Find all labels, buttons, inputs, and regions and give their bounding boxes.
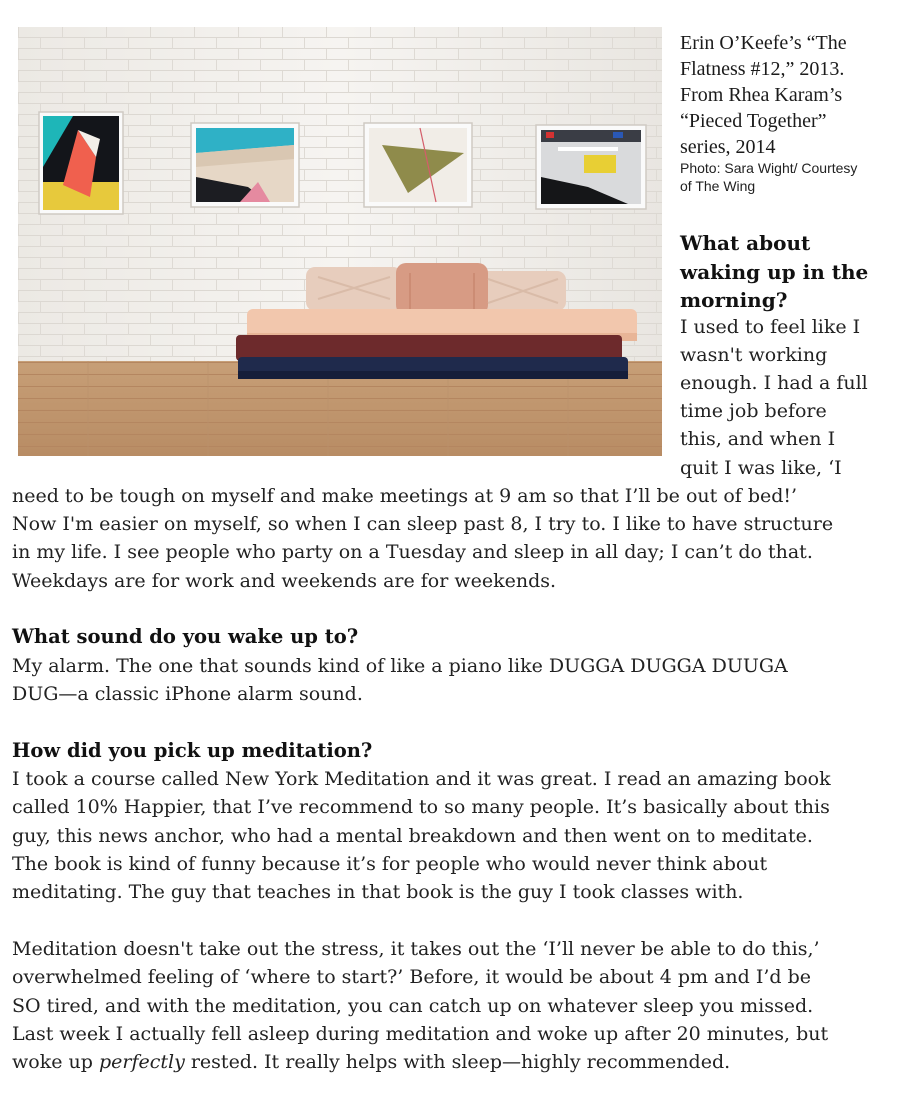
question-heading-waking-up [680,229,895,315]
answer-text: woke up [12,1051,99,1073]
caption-line: From Rhea Karam’s [680,84,843,106]
heading-line: waking up in the [680,259,869,284]
gallery-photo-illustration [18,27,662,456]
answer-line: guy, this news anchor, who had a mental breakdown and then went on to meditate. [12,825,813,847]
answer-line: meditating. The guy that teaches in that book is the guy I took classes with. [12,881,744,903]
artwork-3 [364,123,472,207]
caption-line: Erin O’Keefe’s “The [680,32,847,54]
heading-line: What about [680,231,811,255]
answer-line: need to be tough on myself and make meetings at 9 am so that I’ll be out of bed!’ [12,485,798,507]
answer-line-last [12,1048,912,1076]
question-heading-wake-sound: What sound do you wake up to? [12,625,359,648]
answer-line: Last week I actually fell asleep during meditation and woke up after 20 minutes, but [12,1023,829,1045]
answer-line: quit I was like, ‘I [680,457,842,479]
artwork-1 [39,112,123,214]
answer-line: Weekdays are for work and weekends are for weekends. [12,570,557,592]
answer-text: rested. It really helps with sleep—highly recommended. [184,1051,731,1073]
answer-line: overwhelmed feeling of ‘where to start?’ Before, it would be about 4 pm and I’d be [12,966,811,988]
answer-line: Now I'm easier on myself, so when I can sleep past 8, I try to. I like to have structure [12,513,834,535]
emphasis-text: perfectly [98,1051,185,1073]
answer-line: this, and when I [680,428,836,450]
caption-line: series, 2014 [680,136,776,158]
answer-line: The book is kind of funny because it’s for people who would never think about [12,853,768,875]
answer-line: in my life. I see people who party on a Tuesday and sleep in all day; I can’t do that. [12,541,813,563]
heading-line: morning? [680,288,788,312]
photo-credit [680,159,890,195]
credit-line: of The Wing [680,178,756,194]
answer-line: time job before [680,400,827,422]
answer-line: SO tired, and with the meditation, you can catch up on whatever sleep you missed. [12,995,814,1017]
answer-line: enough. I had a full [680,372,868,394]
question-heading-meditation: How did you pick up meditation? [12,739,373,762]
answer-line: Meditation doesn't take out the stress, it takes out the ‘I’ll never be able to do this,’ [12,938,820,960]
caption-line: Flatness #12,” 2013. [680,58,845,80]
answer-line: I took a course called New York Meditation and it was great. I read an amazing book [12,768,831,790]
answer-line: I used to feel like I [680,316,861,338]
answer-line: called 10% Happier, that I’ve recommend to so many people. It’s basically about this [12,796,830,818]
answer-line: My alarm. The one that sounds kind of like a piano like DUGGA DUGGA DUUGA [12,655,788,677]
credit-line: Photo: Sara Wight/ Courtesy [680,160,858,176]
artwork-4 [536,125,646,209]
answer-line: wasn't working [680,344,828,366]
artwork-2 [191,123,299,207]
floor-cushions [236,309,637,379]
gallery-photo [18,27,662,456]
photo-caption [680,30,890,160]
caption-line: “Pieced Together” [680,110,827,132]
answer-line: DUG—a classic iPhone alarm sound. [12,683,363,705]
